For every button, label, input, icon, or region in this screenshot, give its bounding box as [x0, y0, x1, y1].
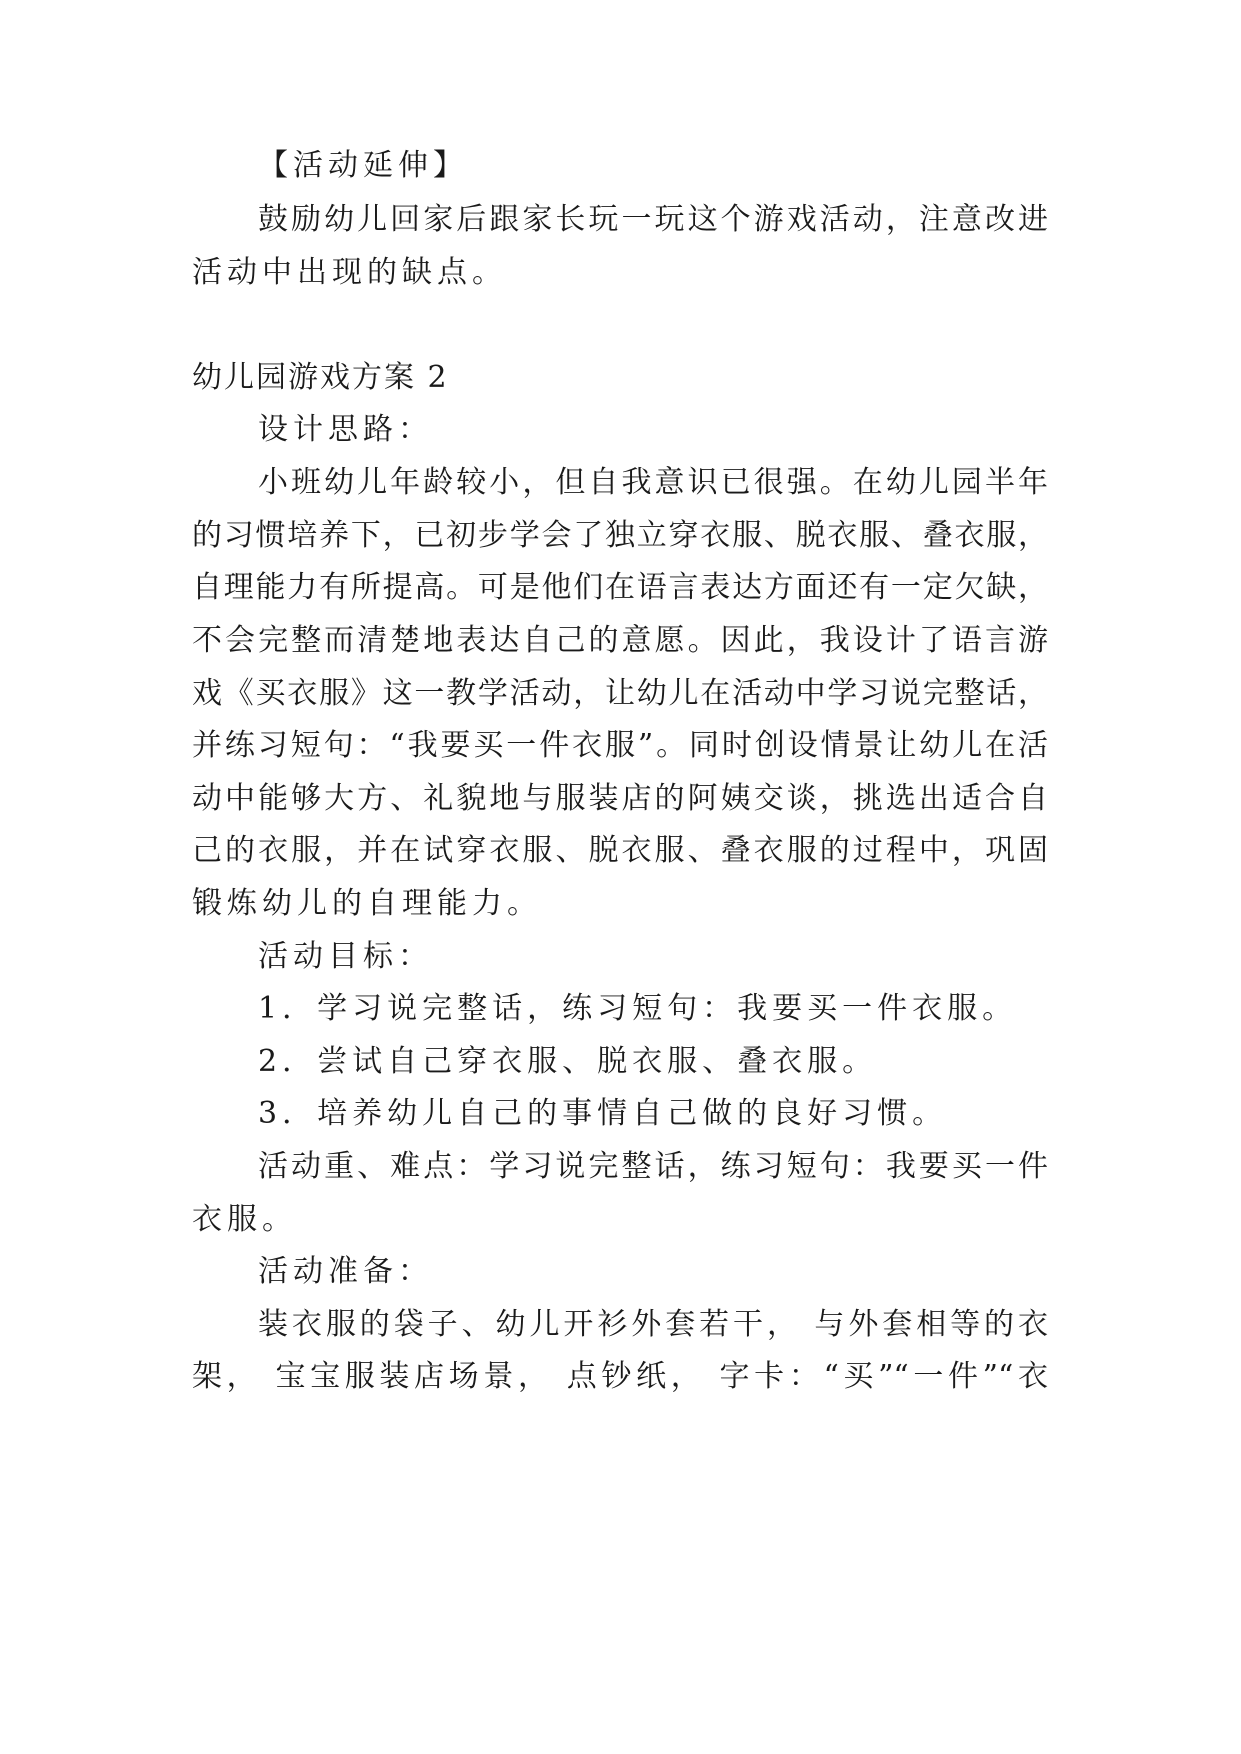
key-points-line: 衣服。: [192, 1202, 297, 1237]
goal-item: 2．尝试自己穿衣服、脱衣服、叠衣服。: [258, 1044, 878, 1079]
paragraph-line: 不会完整而清楚地表达自己的意愿。因此，我设计了语言游: [192, 623, 1048, 658]
document-title: 幼儿园游戏方案 2: [192, 360, 449, 395]
paragraph-line: 装衣服的袋子、幼儿开衫外套若干， 与外套相等的衣: [258, 1307, 1048, 1342]
preparation-heading: 活动准备：: [258, 1254, 433, 1289]
paragraph-line: 的习惯培养下，已初步学会了独立穿衣服、脱衣服、叠衣服，: [192, 518, 1048, 553]
goal-item: 3．培养幼儿自己的事情自己做的良好习惯。: [258, 1096, 948, 1131]
paragraph-line: 己的衣服，并在试穿衣服、脱衣服、叠衣服的过程中，巩固: [192, 833, 1048, 868]
goals-heading: 活动目标：: [258, 939, 433, 974]
paragraph-line: 动中能够大方、礼貌地与服装店的阿姨交谈，挑选出适合自: [192, 781, 1048, 816]
paragraph-line: 自理能力有所提高。可是他们在语言表达方面还有一定欠缺，: [192, 570, 1048, 605]
key-points-line: 活动重、难点：学习说完整话，练习短句：我要买一件: [258, 1149, 1048, 1184]
section-heading-activity-extension: 【活动延伸】: [258, 148, 468, 183]
paragraph-line: 戏《买衣服》这一教学活动，让幼儿在活动中学习说完整话，: [192, 676, 1048, 711]
paragraph-line: 锻炼幼儿的自理能力。: [192, 886, 542, 921]
design-heading: 设计思路：: [258, 412, 433, 447]
paragraph-line: 架， 宝宝服装店场景， 点钞纸， 字卡：“买”“一件”“衣: [192, 1359, 1048, 1394]
paragraph-line: 鼓励幼儿回家后跟家长玩一玩这个游戏活动，注意改进: [258, 202, 1048, 237]
paragraph-line: 并练习短句：“我要买一件衣服”。同时创设情景让幼儿在活: [192, 728, 1048, 763]
goal-item: 1．学习说完整话，练习短句：我要买一件衣服。: [258, 991, 1018, 1026]
paragraph-line: 活动中出现的缺点。: [192, 255, 507, 290]
paragraph-line: 小班幼儿年龄较小，但自我意识已很强。在幼儿园半年: [258, 465, 1048, 500]
